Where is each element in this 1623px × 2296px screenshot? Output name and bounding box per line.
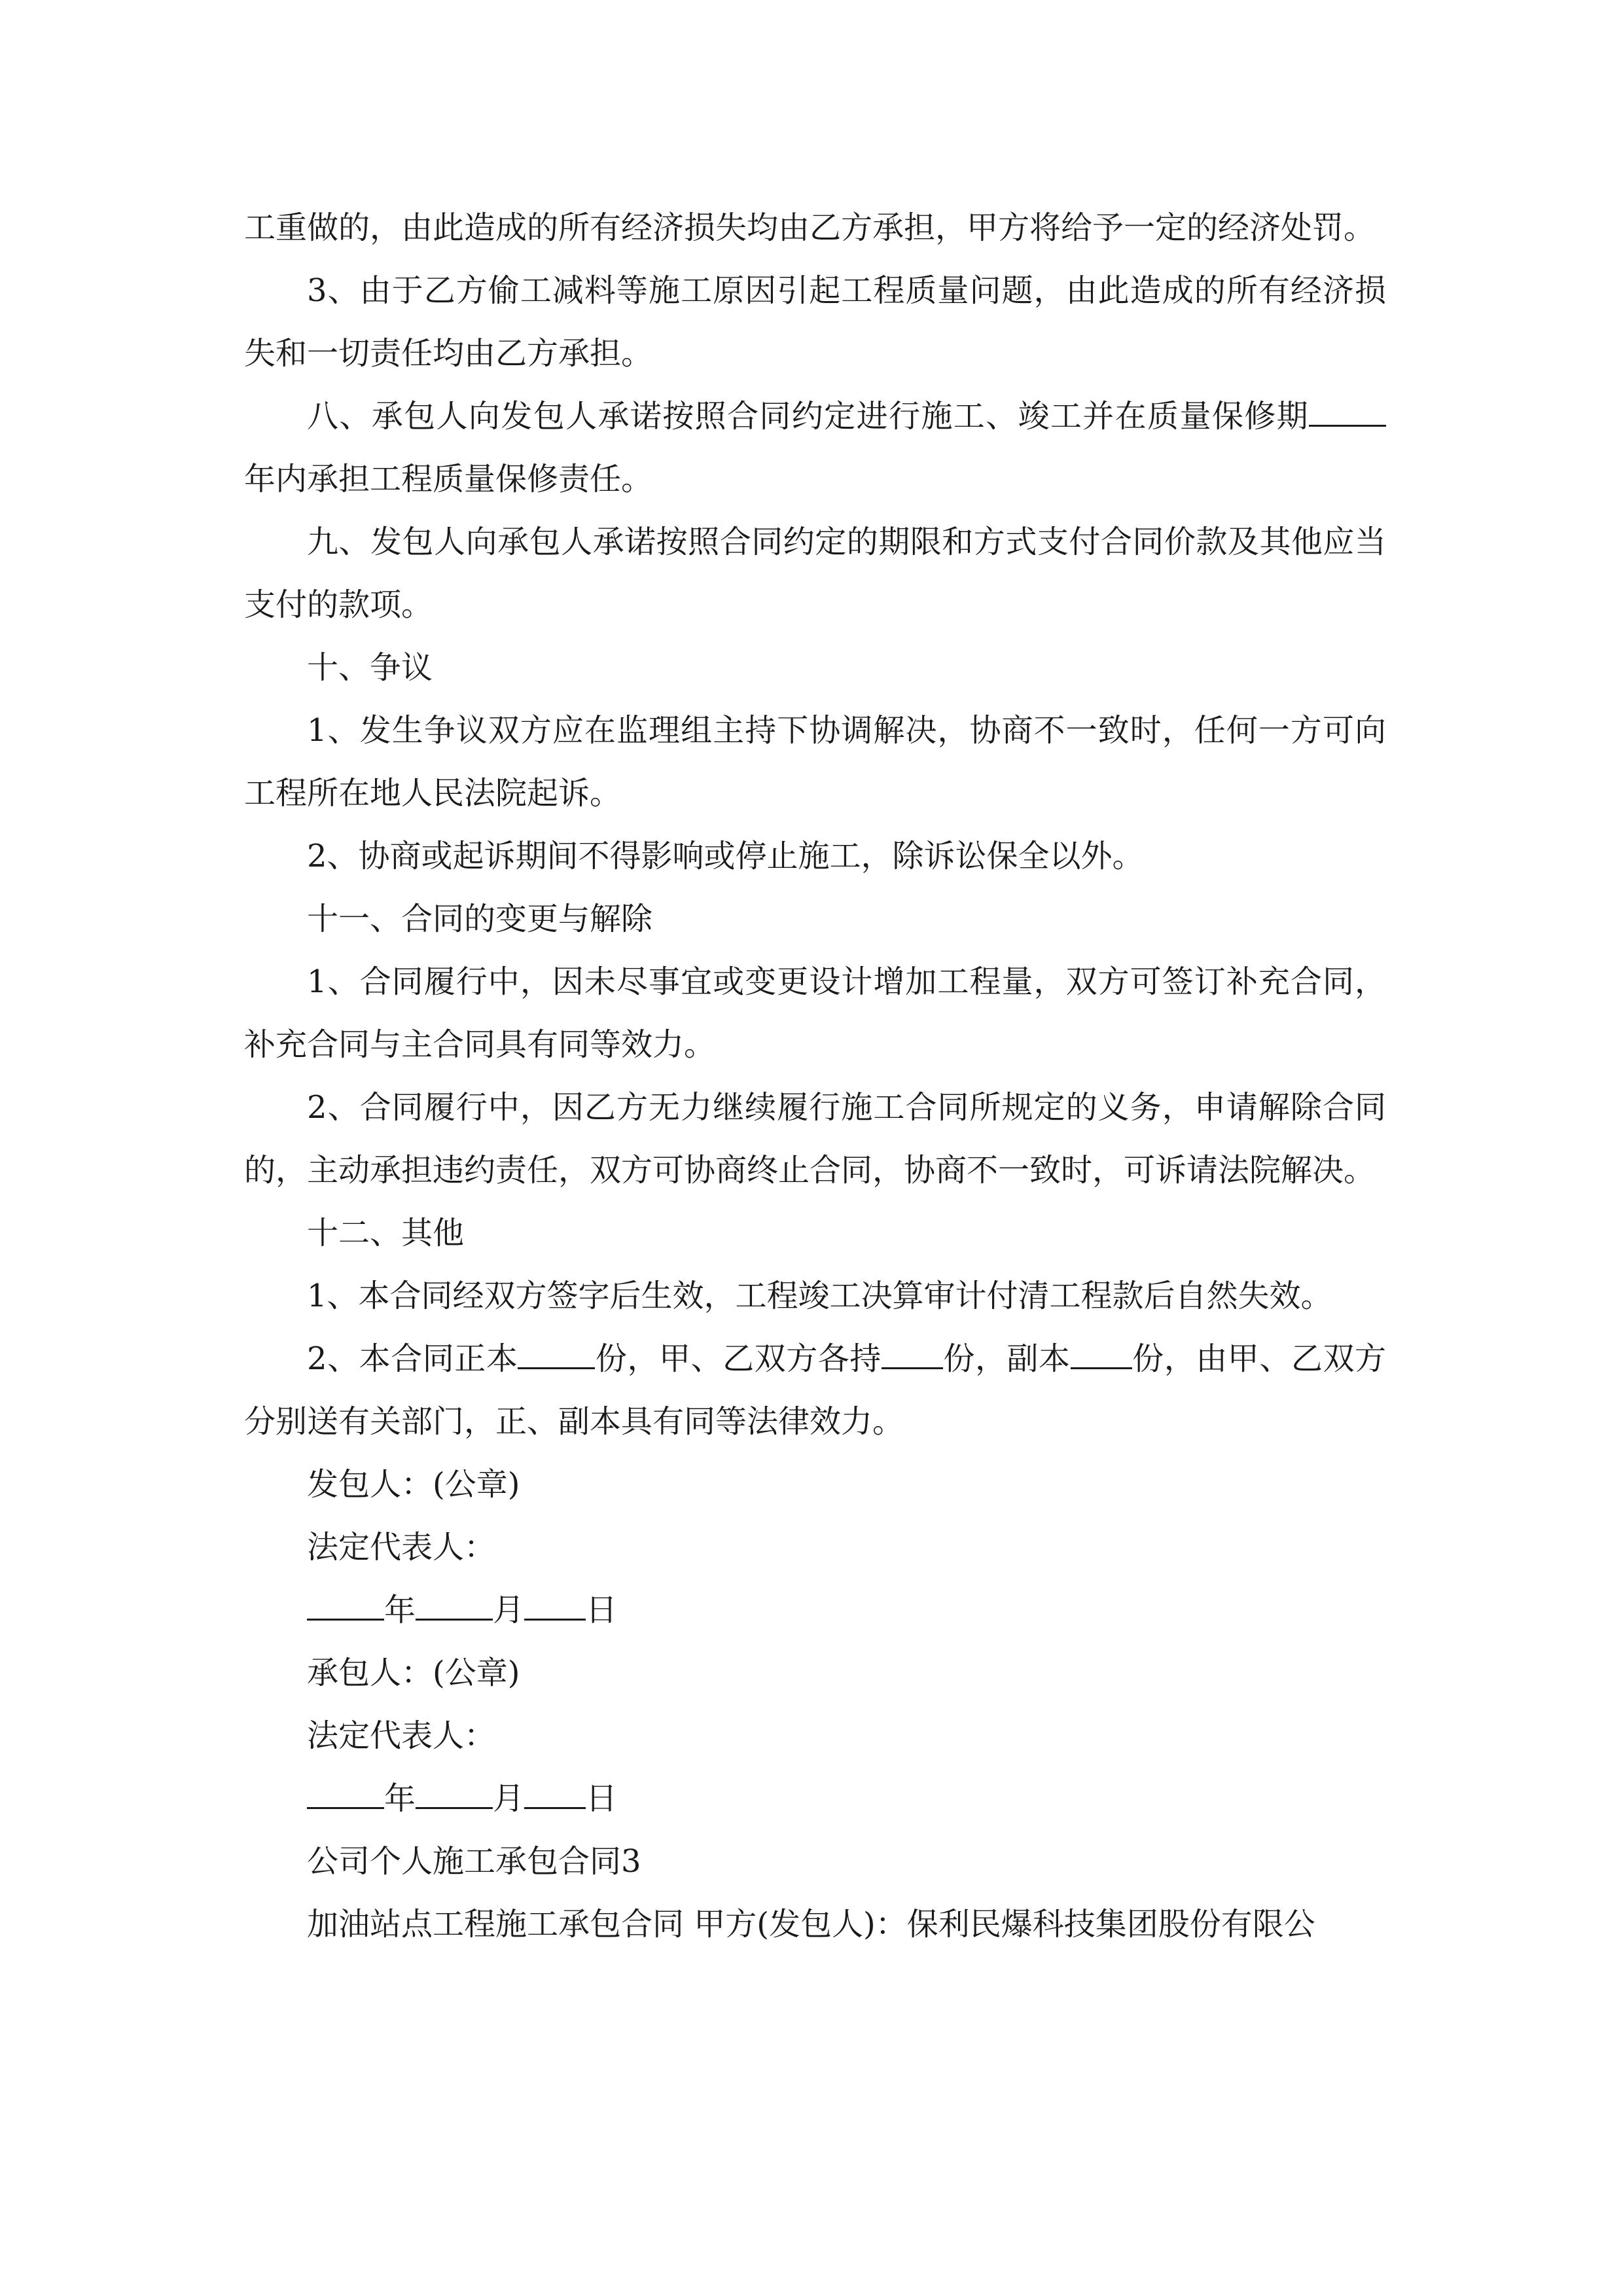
- paragraph-clause-7-3: 3、由于乙方偷工减料等施工原因引起工程质量问题，由此造成的所有经济损失和一切责任均由乙方承担。: [244, 272, 1386, 372]
- document-body: [244, 196, 1386, 1956]
- each-party-copies-blank: [882, 1341, 943, 1369]
- contractor-seal-line: 承包人：(公章): [307, 1655, 520, 1691]
- employer-day-label: 日: [586, 1592, 618, 1628]
- employer-month-label: 月: [493, 1592, 525, 1628]
- heading-clause-12: 十二、其他: [307, 1215, 465, 1251]
- clause-8-text-b: 年内承担工程质量保修责任。: [244, 461, 653, 497]
- contract-3-title: 公司个人施工承包合同3: [307, 1843, 641, 1880]
- warranty-years-blank: [1309, 399, 1386, 427]
- contractor-day-label: 日: [586, 1780, 618, 1817]
- employer-seal-line: 发包人：(公章): [307, 1466, 520, 1503]
- paragraph-clause-11-2: 2、合同履行中，因乙方无力继续履行施工合同所规定的义务，申请解除合同的，主动承担违约责任，双方可协商终止合同，协商不一致时，可诉请法院解决。: [244, 1089, 1386, 1189]
- paragraph-continuation: 工重做的，由此造成的所有经济损失均由乙方承担，甲方将给予一定的经济处罚。: [244, 209, 1376, 246]
- employer-year-label: 年: [384, 1592, 416, 1628]
- contractor-month-blank: [416, 1781, 493, 1809]
- paragraph-clause-12-1: 1、本合同经双方签字后生效，工程竣工决算审计付清工程款后自然失效。: [307, 1278, 1332, 1314]
- contractor-year-label: 年: [384, 1780, 416, 1817]
- contractor-representative-line: 法定代表人：: [307, 1717, 496, 1754]
- heading-clause-10: 十、争议: [307, 649, 433, 686]
- employer-day-blank: [524, 1592, 586, 1621]
- clause-12-2-text-a: 2、本合同正本: [307, 1340, 518, 1377]
- employer-month-blank: [416, 1592, 493, 1621]
- clause-12-2-text-c: 份，副本: [942, 1340, 1071, 1377]
- paragraph-clause-11-1: 1、合同履行中，因未尽事宜或变更设计增加工程量，双方可签订补充合同，补充合同与主合同具有同等效力。: [244, 963, 1386, 1063]
- contractor-year-blank: [307, 1781, 384, 1809]
- clause-12-2-text-d: 份，由甲、乙双方分别送有关部门，正、副本具有同等法律效力。: [244, 1340, 1386, 1440]
- contractor-date-line: [244, 1767, 1386, 1830]
- paragraph-clause-12-2: [244, 1327, 1386, 1453]
- employer-year-blank: [307, 1592, 384, 1621]
- employer-representative-line: 法定代表人：: [307, 1529, 496, 1566]
- duplicate-copies-blank: [1071, 1341, 1132, 1369]
- heading-clause-11: 十一、合同的变更与解除: [307, 901, 653, 937]
- paragraph-clause-9: 九、发包人向承包人承诺按照合同约定的期限和方式支付合同价款及其他应当支付的款项。: [244, 524, 1386, 623]
- paragraph-clause-10-1: 1、发生争议双方应在监理组主持下协调解决，协商不一致时，任何一方可向工程所在地人民法院起诉。: [244, 712, 1386, 812]
- contract-3-opening: 加油站点工程施工承包合同 甲方(发包人)：保利民爆科技集团股份有限公: [307, 1906, 1315, 1943]
- paragraph-clause-8: [244, 385, 1386, 511]
- employer-date-line: [244, 1579, 1386, 1641]
- contractor-month-label: 月: [493, 1780, 525, 1817]
- contractor-day-blank: [524, 1781, 586, 1809]
- paragraph-clause-10-2: 2、协商或起诉期间不得影响或停止施工，除诉讼保全以外。: [307, 838, 1144, 874]
- clause-12-2-text-b: 份，甲、乙双方各持: [595, 1340, 882, 1377]
- original-copies-blank: [518, 1341, 595, 1369]
- clause-8-text-a: 八、承包人向发包人承诺按照合同约定进行施工、竣工并在质量保修期: [307, 398, 1309, 435]
